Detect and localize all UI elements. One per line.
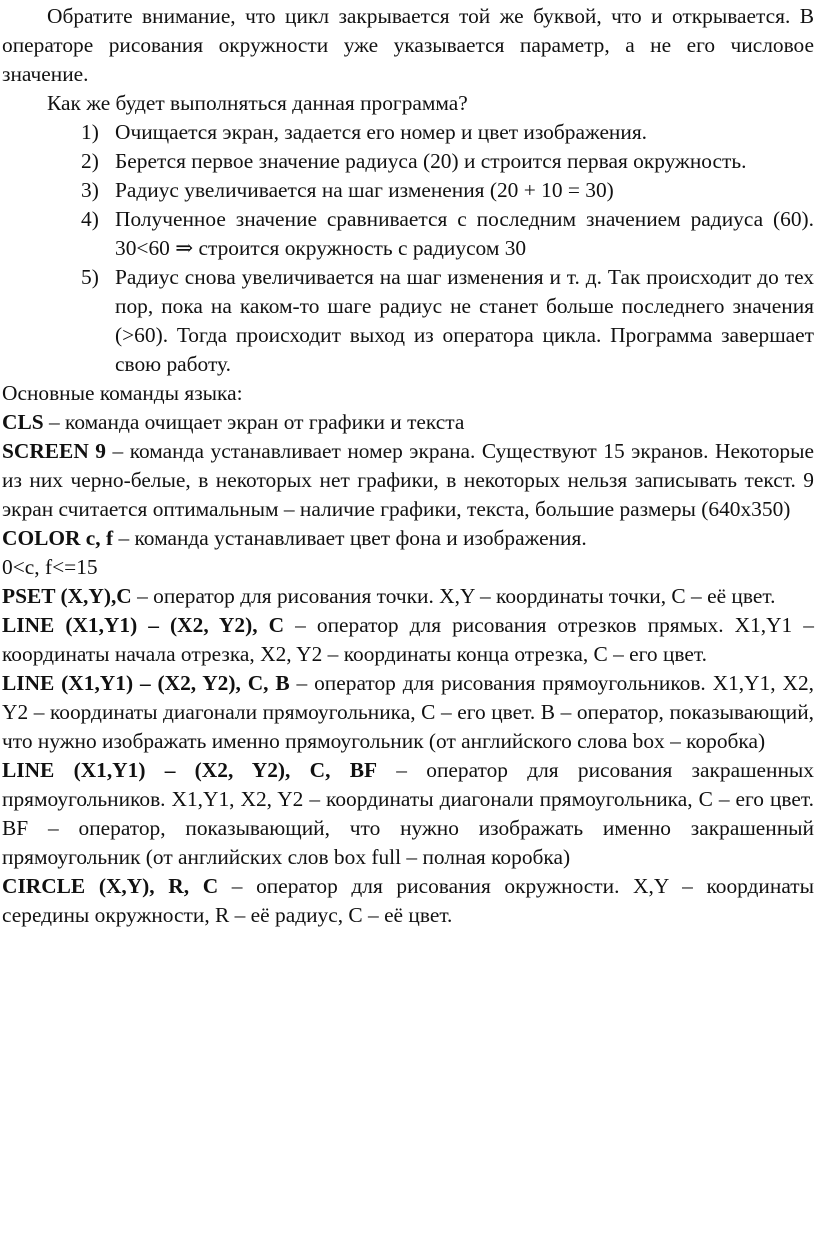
command-color [2, 524, 814, 553]
list-item [2, 176, 814, 205]
list-item-number: 2) [81, 149, 99, 173]
command-name: CLS [2, 410, 44, 434]
command-line-box [2, 669, 814, 756]
commands-heading: Основные команды языка: [2, 381, 243, 405]
list-item [2, 118, 814, 147]
command-desc: – оператор для рисования окружности. X,Y – координаты середины окружности, R – её радиус, C – её цвет. [2, 874, 814, 927]
list-item-number: 5) [81, 265, 99, 289]
list-item-number: 3) [81, 178, 99, 202]
command-desc: – оператор для рисования точки. X,Y – координаты точки, C – её цвет. [131, 584, 776, 608]
command-circle [2, 872, 814, 930]
color-range-text: 0<c, f<=15 [2, 555, 98, 579]
list-item [2, 205, 814, 263]
intro-paragraph: Обратите внимание, что цикл закрывается той же буквой, что и открывается. В операторе рисования окружности уже указывается параметр, а не его числовое значение. [2, 4, 814, 86]
command-desc: – команда устанавливает цвет фона и изображения. [113, 526, 587, 550]
color-range [2, 553, 814, 582]
command-name: SCREEN 9 [2, 439, 106, 463]
list-item-number: 4) [81, 207, 99, 231]
command-line [2, 611, 814, 669]
command-name: LINE (X1,Y1) – (X2, Y2), C, BF [2, 758, 378, 782]
list-item-text: Берется первое значение радиуса (20) и строится первая окружность. [115, 149, 747, 173]
command-line-box-filled [2, 756, 814, 872]
command-name: LINE (X1,Y1) – (X2, Y2), C, B [2, 671, 290, 695]
list-item-text: Радиус снова увеличивается на шаг изменения и т. д. Так происходит до тех пор, пока на каком-то шаге радиус не станет больше последнего значения (>60). Тогда происходит выход из оператора цикла. Программа завершает свою работу. [115, 265, 814, 376]
steps-list [2, 118, 814, 379]
command-desc: – оператор для рисования отрезков прямых. X1,Y1 – координаты начала отрезка, X2, Y2 – координаты конца отрезка, C – его цвет. [2, 613, 815, 666]
command-desc: – оператор для рисования прямоугольников. X1,Y1, X2, Y2 – координаты диагонали прямоугольника, C – его цвет. B – оператор, показывающий, что нужно изображать именно прямоугольник (от английского слова box – коробка) [2, 671, 814, 753]
list-item [2, 147, 814, 176]
list-item [2, 263, 814, 379]
list-item-text: Радиус увеличивается на шаг изменения (20 + 10 = 30) [115, 178, 614, 202]
command-cls [2, 408, 814, 437]
command-name: LINE (X1,Y1) – (X2, Y2), C [2, 613, 285, 637]
list-item-number: 1) [81, 120, 99, 144]
command-desc: – команда очищает экран от графики и текста [43, 410, 465, 434]
command-name: PSET (X,Y),C [2, 584, 132, 608]
list-item-text: Очищается экран, задается его номер и цвет изображения. [115, 120, 648, 144]
list-item-text: Полученное значение сравнивается с последним значением радиуса (60). 30<60 ⇒ строится окружность с радиусом 30 [115, 207, 814, 260]
question-paragraph: Как же будет выполняться данная программа? [47, 91, 468, 115]
command-pset [2, 582, 814, 611]
command-desc: – оператор для рисования закрашенных прямоугольников. X1,Y1, X2, Y2 – координаты диагонали прямоугольника, C – его цвет. BF – оператор, показывающий, что нужно изображать именно закрашенный прямоугольник (от английских слов box full – полная коробка) [2, 758, 815, 869]
command-name: CIRCLE (X,Y), R, C [2, 874, 219, 898]
command-name: COLOR c, f [2, 526, 114, 550]
document-body [2, 2, 814, 930]
command-desc: – команда устанавливает номер экрана. Существуют 15 экранов. Некоторые из них черно-белые, в некоторых нет графики, в некоторых нельзя записывать текст. 9 экран считается оптимальным – наличие графики, текста, большие размеры (640x350) [2, 439, 814, 521]
command-screen [2, 437, 814, 524]
